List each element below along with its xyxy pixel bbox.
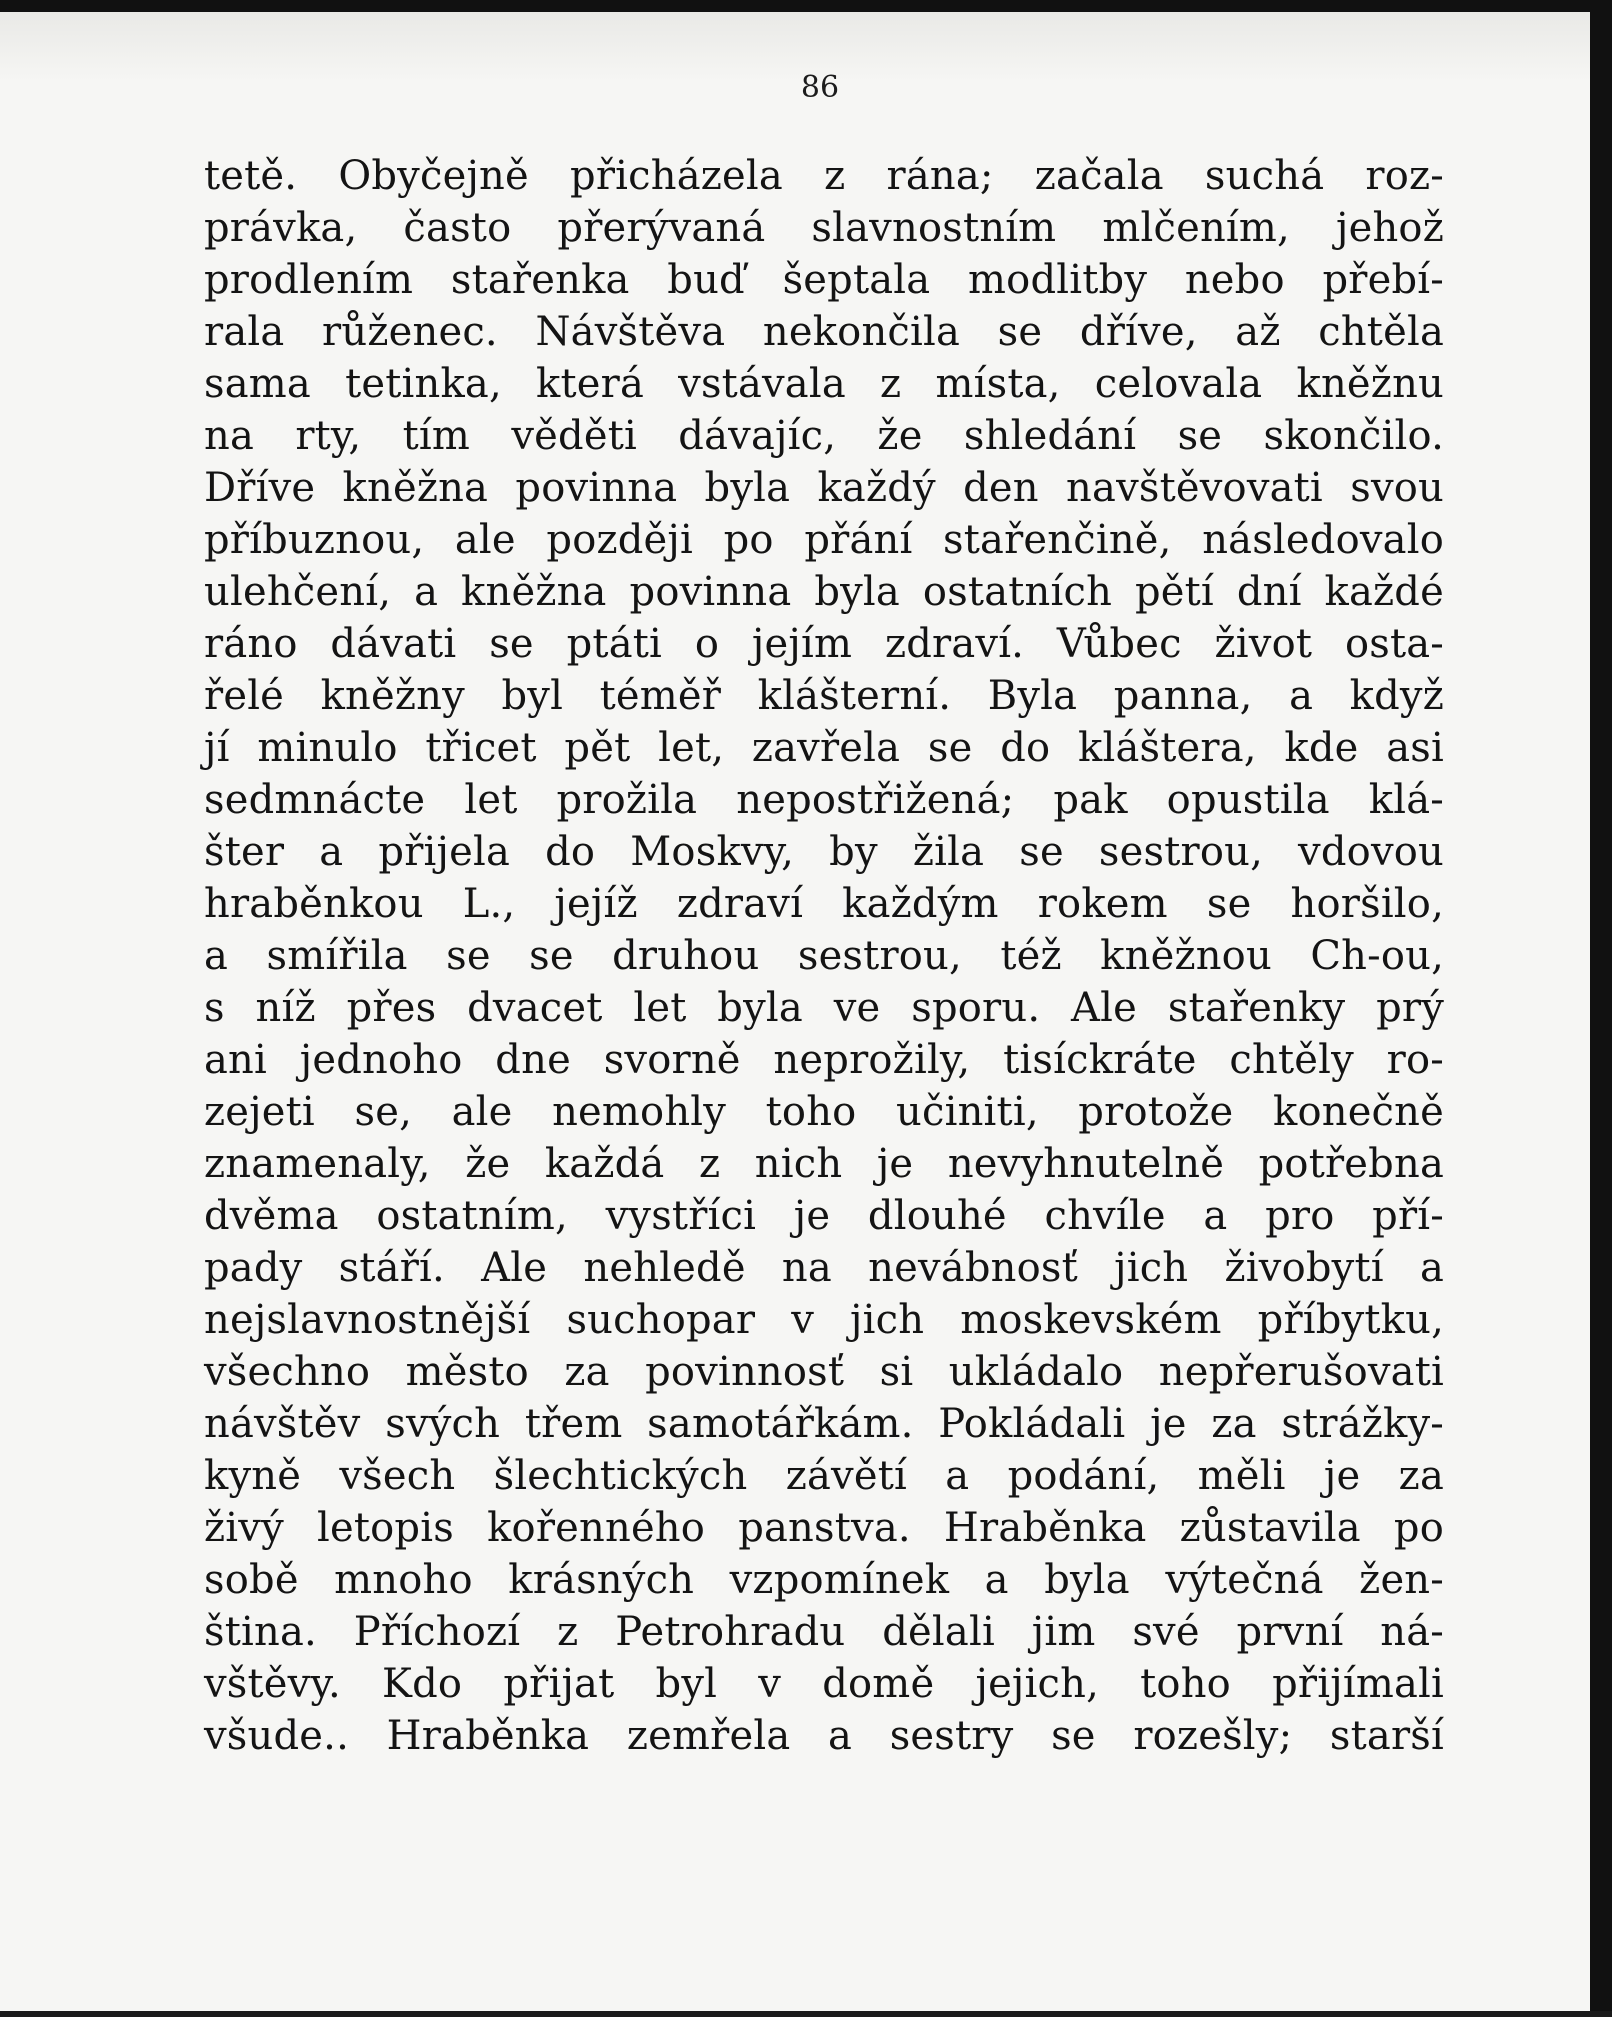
scan-border-right [1590, 0, 1612, 2017]
text-line: vštěvy. Kdo přijat byl v domě jejich, toho přijímali [204, 1661, 1444, 1707]
text-line: řelé kněžny byl téměř klášterní. Byla panna, a když [204, 673, 1444, 719]
text-line: všude.. Hraběnka zemřela a sestry se rozešly; starší [204, 1713, 1444, 1759]
body-text [204, 150, 1444, 1762]
text-line: právka, často přerývaná slavnostním mlčením, jehož [204, 205, 1444, 251]
text-line: s níž přes dvacet let byla ve sporu. Ale stařenky prý [204, 985, 1444, 1031]
text-line: jí minulo třicet pět let, zavřela se do kláštera, kde asi [204, 725, 1444, 771]
text-line: šter a přijela do Moskvy, by žila se sestrou, vdovou [204, 829, 1444, 875]
text-line: Dříve kněžna povinna byla každý den navštěvovati svou [204, 465, 1444, 511]
text-line: nejslavnostnější suchopar v jich moskevském příbytku, [204, 1297, 1444, 1343]
text-line: ráno dávati se ptáti o jejím zdraví. Vůbec život ostа- [204, 621, 1444, 667]
text-line: návštěv svých třem samotářkám. Pokládali je za strážky- [204, 1401, 1444, 1447]
text-line: pady stáří. Ale nehledě na nevábnosť jich živobytí a [204, 1245, 1444, 1291]
text-line: příbuznou, ale později po přání stařenčině, následovalo [204, 517, 1444, 563]
text-line: hraběnkou L., jejíž zdraví každým rokem se horšilo, [204, 881, 1444, 927]
text-line: tetě. Obyčejně přicházela z rána; začala suchá roz- [204, 153, 1444, 199]
text-line: ulehčení, a kněžna povinna byla ostatních pětí dní každé [204, 569, 1444, 615]
text-line: zejeti se, ale nemohly toho učiniti, protože konečně [204, 1089, 1444, 1135]
text-line: ani jednoho dne svorně neprožily, tisíckráte chtěly ro- [204, 1037, 1444, 1083]
scan-border-top [0, 0, 1612, 12]
text-line: znamenaly, že každá z nich je nevyhnutelně potřebna [204, 1141, 1444, 1187]
text-line: rala růženec. Návštěva nekončila se dříve, až chtěla [204, 309, 1444, 355]
text-line: prodlením stařenka buď šeptala modlitby nebo přebí- [204, 257, 1444, 303]
text-line: kyně všech šlechtických závětí a podání, měli je za [204, 1453, 1444, 1499]
text-line: živý letopis kořenného panstva. Hraběnka zůstavila po [204, 1505, 1444, 1551]
text-line: a smířila se se druhou sestrou, též kněžnou Ch-ou, [204, 933, 1444, 979]
text-line: dvěma ostatním, vystříci je dlouhé chvíle a pro pří- [204, 1193, 1444, 1239]
text-line: sedmnácte let prožila nepostřižená; pak opustila klá- [204, 777, 1444, 823]
text-line: sobě mnoho krásných vzpomínek a byla výtečná žen- [204, 1557, 1444, 1603]
text-line: sama tetinka, která vstávala z místa, celovala kněžnu [204, 361, 1444, 407]
scan-border-bottom [0, 2011, 1612, 2017]
text-line: ština. Příchozí z Petrohradu dělali jim své první ná- [204, 1609, 1444, 1655]
text-line: všechno město za povinnosť si ukládalo nepřerušovati [204, 1349, 1444, 1395]
text-line: na rty, tím věděti dávajíc, že shledání se skončilo. [204, 413, 1444, 459]
page-number: 86 [800, 70, 840, 105]
